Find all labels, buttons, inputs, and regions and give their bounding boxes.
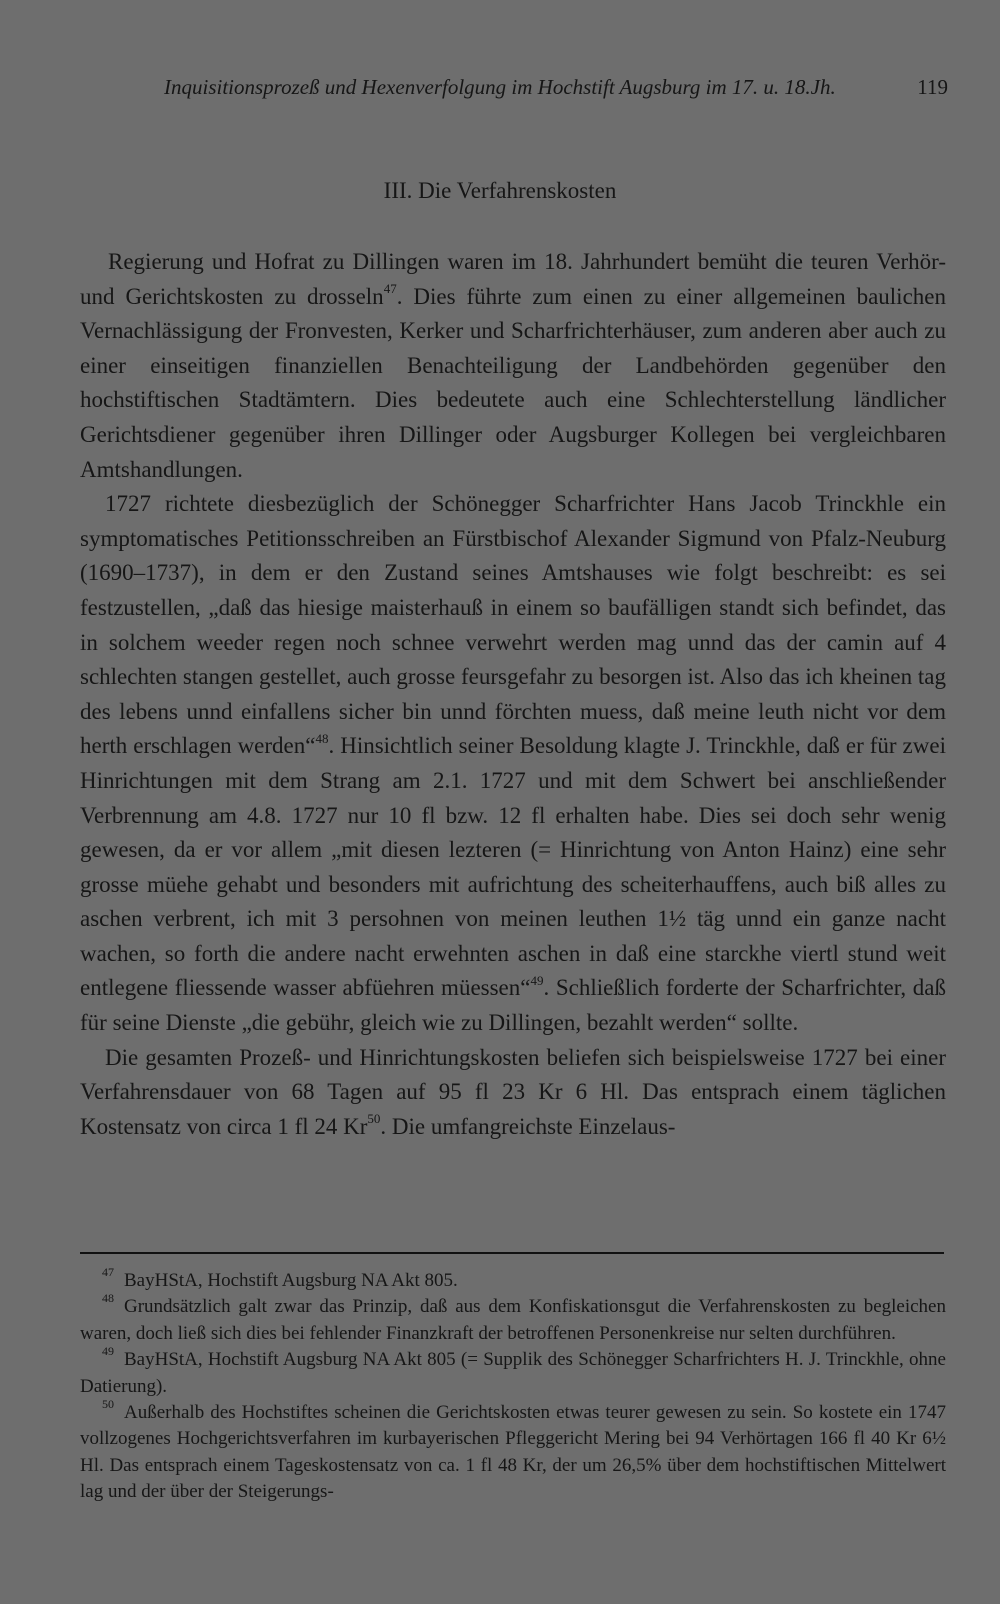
footnote-ref[interactable]: 48 <box>315 730 329 746</box>
footnote-ref[interactable]: 47 <box>383 280 397 296</box>
footnote <box>80 1396 946 1506</box>
text-segment: . Die umfangreichste Einzelaus- <box>380 1113 676 1139</box>
footnote <box>80 1264 946 1294</box>
footnote-text: Außerhalb des Hochstiftes scheinen die Gerichtskosten etwas teurer gewesen zu sein. So kostete ein 1747 vollzogenes Hochgerichtsverfahren im kurbayerischen Pfleggericht Mering bei 94 Verhörtagen 166 fl 40 Kr 6½ Hl. Das entsprach einem Tageskostensatz von ca. 1 fl 48 Kr, der um 26,5% über dem hochstiftischen Mittelwert lag und der über der Steigerungs- <box>80 1402 946 1503</box>
footnote-number: 50 <box>102 1396 114 1411</box>
footnote-ref[interactable]: 49 <box>530 972 544 988</box>
text-segment: . Hinsichtlich seiner Besoldung klagte J. Trinckhle, daß er für zwei Hinrichtungen mit dem Strang am 2.1. 1727 und mit dem Schwert bei anschließender Verbrennung am 4.8. 1727 nur 10 fl bzw. 12 fl erhalten habe. Dies sei doch sehr wenig gewesen, da er vor allem „mit diesen lezteren (= Hinrichtung von Anton Hainz) eine sehr grosse müehe gehabt und besonders mit aufrichtung des scheiterhauffens, auch biß alles zu aschen verbrent, ich mit 3 persohnen von meinen leuthen 1½ täg unnd ein ganze nacht wachen, so forth die andere nacht erwehnten aschen in daß eine starckhe viertl stund weit entlegene fliessende wasser abfüehren müessen“ <box>80 733 946 1001</box>
running-title: Inquisitionsprozeß und Hexenverfolgung im Hochstift Augsburg im 17. u. 18.Jh. <box>164 75 836 99</box>
body-text <box>80 245 946 1144</box>
footnote-number: 49 <box>102 1343 114 1358</box>
running-header <box>164 72 954 102</box>
footnote-text: BayHStA, Hochstift Augsburg NA Akt 805 (= Supplik des Schönegger Scharfrichters H. J. Trinckhle, ohne Datierung). <box>80 1349 946 1397</box>
paragraph <box>80 487 946 1041</box>
footnotes <box>80 1264 946 1506</box>
section-heading: III. Die Verfahrenskosten <box>383 178 617 203</box>
text-segment: 1727 richtete diesbezüglich der Schönegger Scharfrichter Hans Jacob Trinckhle ein symptomatisches Petitionsschreiben an Fürstbischof Alexander Sigmund von Pfalz-Neuburg (1690–1737), in dem er den Zustand seines Amtshauses wie folgt beschreibt: es sei festzustellen, „daß das hiesige maisterhauß in einem so baufälligen standt sich befindet, das in solchem weeder regen noch schnee verwehrt werden mag unnd das der camin auf 4 schlechten stangen gestellet, auch grosse feursgefahr zu besorgen ist. Also das ich kheinen tag des lebens unnd einfallens sicher bin unnd förchten muess, daß meine leuth nicht vor dem herth erschlagen werden“ <box>80 491 946 759</box>
footnote-text: BayHStA, Hochstift Augsburg NA Akt 805. <box>124 1270 458 1291</box>
paragraph <box>80 245 946 487</box>
page-number: 119 <box>917 75 948 99</box>
footnote-divider <box>80 1252 944 1254</box>
footnote-text: Grundsätzlich galt zwar das Prinzip, daß aus dem Konfiskationsgut die Verfahrenskosten zu begleichen waren, doch ließ sich dies bei fehlender Finanzkraft der betroffenen Personenkreise nur selten durchführen. <box>80 1296 946 1344</box>
text-segment: . Schließlich forderte der Scharfrichter, daß für seine Dienste „die gebühr, gleich wie zu Dillingen, bezahlt werden“ sollte. <box>80 975 946 1036</box>
footnote-ref[interactable]: 50 <box>367 1111 381 1127</box>
footnote <box>80 1343 946 1400</box>
text-segment: . Dies führte zum einen zu einer allgemeinen baulichen Vernachlässigung der Fronvesten, Kerker und Scharfrichterhäuser, zum anderen aber auch zu einer einseitigen finanziellen Benachteiligung der Landbehörden gegenüber den hochstiftischen Stadtämtern. Dies bedeutete auch eine Schlechterstellung ländlicher Gerichtsdiener gegenüber ihren Dillinger oder Augsburger Kollegen bei vergleichbaren Amtshandlungen. <box>80 283 946 482</box>
footnote-number: 47 <box>102 1264 114 1279</box>
paragraph <box>80 1041 946 1145</box>
text-segment: Die gesamten Prozeß- und Hinrichtungskosten beliefen sich beispielsweise 1727 bei einer Verfahrensdauer von 68 Tagen auf 95 fl 23 Kr 6 Hl. Das entsprach einem täglichen Kostensatz von circa 1 fl 24 Kr <box>80 1044 946 1139</box>
footnote-number: 48 <box>102 1291 114 1306</box>
text-segment: Regierung und Hofrat zu Dillingen waren im 18. Jahrhundert bemüht die teuren Verhör- und Gerichtskosten zu drosseln <box>80 249 946 309</box>
footnote <box>80 1291 946 1347</box>
